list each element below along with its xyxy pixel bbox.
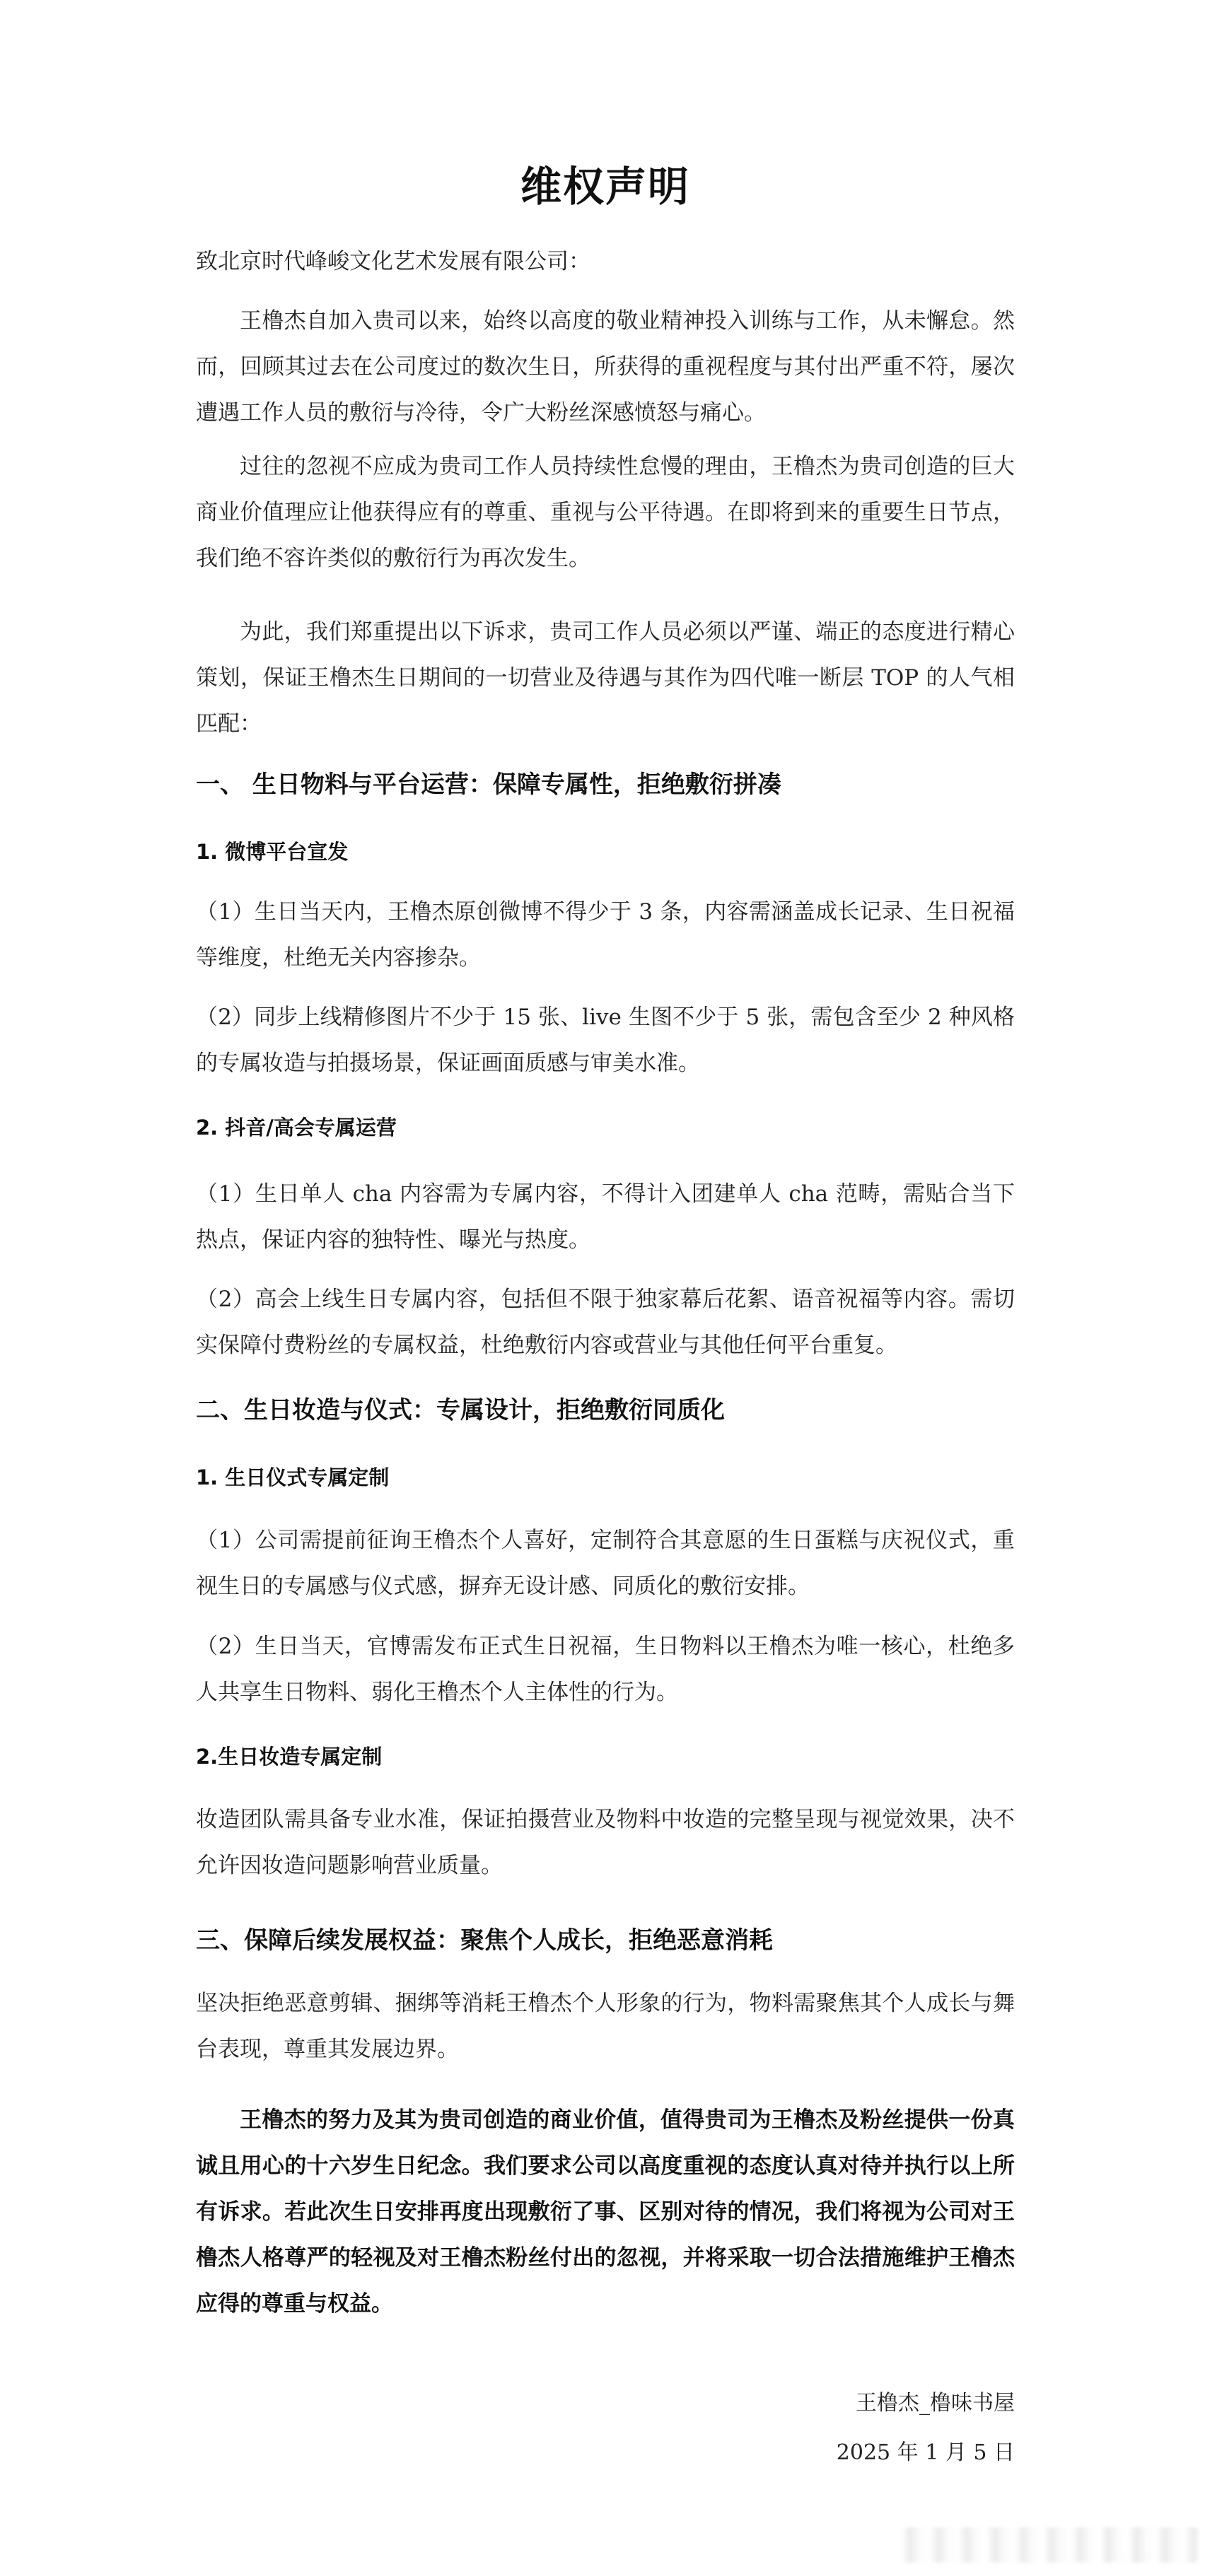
section-1-heading: 一、 生日物料与平台运营：保障专属性，拒绝敷衍拼凑: [196, 771, 781, 799]
intro-paragraph-1: 王橹杰自加入贵司以来，始终以高度的敬业精神投入训练与工作，从未懈怠。然而，回顾其过去在公司度过的数次生日，所获得的重视程度与其付出严重不符，屡次遭遇工作人员的敷衍与冷待，令广大粉丝深感愤怒与痛心。: [196, 308, 1015, 426]
section-2-sub-2-title: 2.生日妆造专属定制: [196, 1745, 383, 1769]
closing-paragraph: 王橹杰的努力及其为贵司创造的商业价值，值得贵司为王橹杰及粉丝提供一份真诚且用心的十六岁生日纪念。我们要求公司以高度重视的态度认真对待并执行以上所有诉求。若此次生日安排再度出现敷衍了事、区别对待的情况，我们将视为公司对王橹杰人格尊严的轻视及对王橹杰粉丝付出的忽视，并将采取一切合法措施维护王橹杰应得的尊重与权益。: [196, 2107, 1015, 2317]
section-3-heading: 三、保障后续发展权益：聚焦个人成长，拒绝恶意消耗: [196, 1926, 773, 1955]
document-title: 维权声明: [520, 163, 690, 211]
date: 2025 年 1 月 5 日: [836, 2440, 1015, 2465]
signature: 王橹杰_橹味书屋: [856, 2391, 1015, 2416]
section-2-sub-1-title: 1. 生日仪式专属定制: [196, 1465, 390, 1489]
section-1-sub-2-item-1: （1）生日单人 cha 内容需为专属内容，不得计入团建单人 cha 范畴，需贴合当下热点，保证内容的独特性、曝光与热度。: [196, 1181, 1015, 1253]
section-2-sub-1-item-2: （2）生日当天，官博需发布正式生日祝福，生日物料以王橹杰为唯一核心，杜绝多人共享生日物料、弱化王橹杰个人主体性的行为。: [196, 1634, 1015, 1705]
section-1-sub-1-item-2: （2）同步上线精修图片不少于 15 张、live 生图不少于 5 张，需包含至少 2 种风格的专属妆造与拍摄场景，保证画面质感与审美水准。: [196, 1005, 1015, 1076]
section-2-sub-2-item-1: 妆造团队需具备专业水准，保证拍摄营业及物料中妆造的完整呈现与视觉效果，决不允许因妆造问题影响营业质量。: [196, 1807, 1015, 1878]
section-1-sub-2-item-2: （2）高会上线生日专属内容，包括但不限于独家幕后花絮、语音祝福等内容。需切实保障付费粉丝的专属权益，杜绝敷衍内容或营业与其他任何平台重复。: [196, 1287, 1015, 1358]
section-2-sub-1-item-1: （1）公司需提前征询王橹杰个人喜好，定制符合其意愿的生日蛋糕与庆祝仪式，重视生日的专属感与仪式感，摒弃无设计感、同质化的敷衍安排。: [196, 1528, 1015, 1599]
section-2-heading: 二、生日妆造与仪式：专属设计，拒绝敷衍同质化: [196, 1396, 725, 1424]
watermark: [902, 2527, 1199, 2563]
section-3-paragraph: 坚决拒绝恶意剪辑、捆绑等消耗王橹杰个人形象的行为，物料需聚焦其个人成长与舞台表现，尊重其发展边界。: [196, 1991, 1015, 2062]
intro-paragraph-3: 为此，我们郑重提出以下诉求，贵司工作人员必须以严谨、端正的态度进行精心策划，保证王橹杰生日期间的一切营业及待遇与其作为四代唯一断层 TOP 的人气相匹配：: [196, 619, 1015, 737]
addressee: 致北京时代峰峻文化艺术发展有限公司：: [196, 249, 590, 274]
section-1-sub-1-item-1: （1）生日当天内，王橹杰原创微博不得少于 3 条，内容需涵盖成长记录、生日祝福等维度，杜绝无关内容掺杂。: [196, 899, 1015, 971]
intro-paragraph-2: 过往的忽视不应成为贵司工作人员持续性怠慢的理由，王橹杰为贵司创造的巨大商业价值理应让他获得应有的尊重、重视与公平待遇。在即将到来的重要生日节点，我们绝不容许类似的敷衍行为再次发生。: [196, 454, 1015, 571]
section-1-sub-1-title: 1. 微博平台宣发: [196, 840, 349, 864]
section-1-sub-2-title: 2. 抖音/高会专属运营: [196, 1116, 397, 1140]
